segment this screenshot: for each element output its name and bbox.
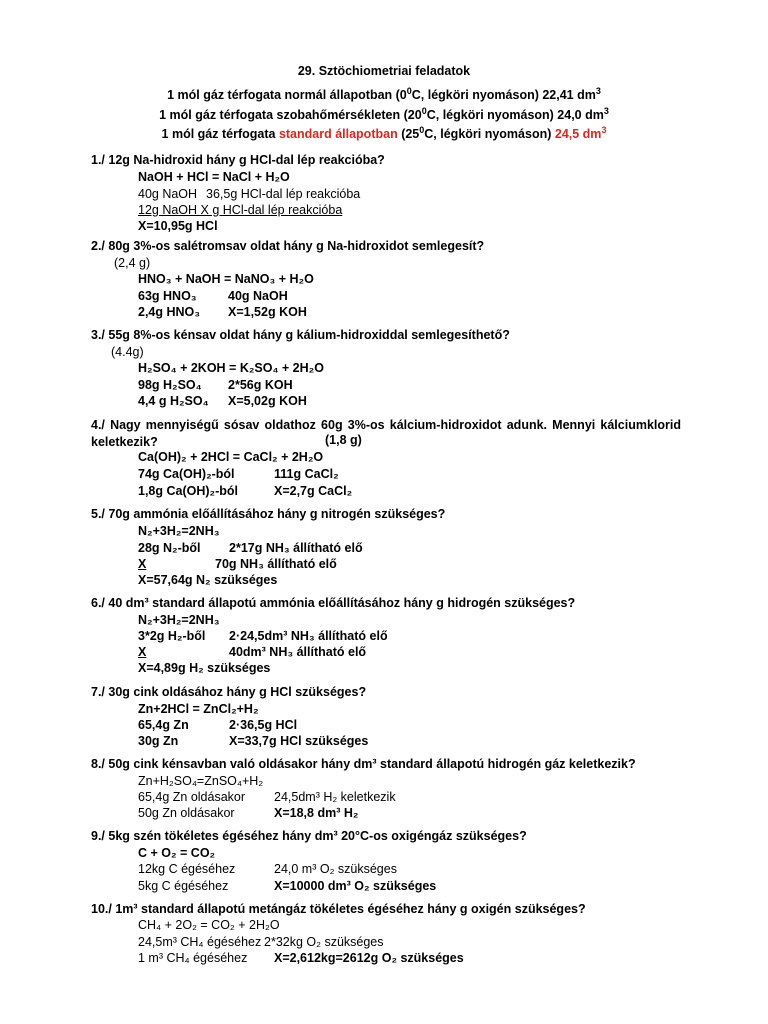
problem-6-ratio-2 — [138, 645, 390, 659]
problem-4-question: 4./ Nagy mennyiségű sósav oldathoz 60g 3%-os kálcium-hidroxidot adunk. Mennyi kálciumklorid keletkezik? — [91, 418, 681, 449]
problem-7-result: X=33,7g HCl szükséges — [229, 734, 369, 748]
problem-9-ratio-right: 24,0 m³ O₂ szükséges — [274, 862, 397, 876]
problem-5-equation: N₂+3H₂=2NH₃ — [138, 524, 220, 538]
problem-2-ratio-right: 40g NaOH — [228, 289, 288, 303]
problem-1-question: 1./ 12g Na-hidroxid hány g HCl-dal lép reakcióba? — [91, 153, 385, 167]
header-line-normal — [0, 88, 768, 102]
superscript: 3 — [603, 106, 609, 116]
problem-6-question: 6./ 40 dm³ standard állapotú ammónia előállításához hány g hidrogén szükséges? — [91, 596, 576, 610]
superscript: 0 — [419, 125, 425, 135]
superscript: 3 — [595, 86, 601, 96]
problem-8-result: X=18,8 dm³ H₂ — [274, 806, 359, 820]
line-text: 1 mól gáz térfogata normál állapotban (0 — [167, 88, 407, 102]
problem-8-ratio-2-left: 50g Zn oldásakor — [138, 806, 235, 820]
problem-10-result: X=2,612kg=2612g O₂ szükséges — [274, 951, 464, 965]
problem-8-ratio-left: 65,4g Zn oldásakor — [138, 790, 246, 804]
problem-4-ratio-right: 111g CaCl₂ — [274, 467, 339, 481]
problem-8-ratio-right: 24,5dm³ H₂ keletkezik — [274, 790, 396, 804]
problem-9-result: X=10000 dm³ O₂ szükséges — [274, 879, 437, 893]
problem-1-ratio-left: 40g NaOH — [138, 187, 198, 201]
problem-2-question: 2./ 80g 3%-os salétromsav oldat hány g Na-hidroxidot semlegesít? — [91, 239, 485, 253]
line-text: (25 — [397, 127, 420, 141]
highlight-value — [555, 127, 607, 141]
problem-3-ratio-2-left: 4,4 g H₂SO₄ — [138, 394, 209, 408]
problem-10-ratio-2-left: 1 m³ CH₄ égéséhez — [138, 951, 248, 965]
problem-7-ratio-2-left: 30g Zn — [138, 734, 179, 748]
line-text: 1 mól gáz térfogata szobahőmérsékleten (20 — [159, 108, 422, 122]
page-title: 29. Sztöchiometriai feladatok — [297, 64, 471, 78]
problem-9-ratio-2-left: 5kg C égéséhez — [138, 879, 229, 893]
ratio-value: 40dm³ NH₃ állítható elő — [229, 645, 367, 659]
problem-10-ratio-left: 24,5m³ CH₄ égéséhez — [138, 935, 262, 949]
problem-9-ratio-left: 12kg C égéséhez — [138, 862, 236, 876]
problem-9-equation: C + O₂ = CO₂ — [138, 846, 216, 860]
problem-6-ratio-right: 2·24,5dm³ NH₃ állítható elő — [229, 629, 388, 643]
problem-3-ratio-left: 98g H₂SO₄ — [138, 378, 202, 392]
problem-5-question: 5./ 70g ammónia előállításához hány g nitrogén szükséges? — [91, 507, 446, 521]
problem-2-ratio-left: 63g HNO₃ — [138, 289, 197, 303]
problem-7-ratio-left: 65,4g Zn — [138, 718, 189, 732]
problem-3-ratio-right: 2*56g KOH — [228, 378, 293, 392]
problem-4-result: X=2,7g CaCl₂ — [274, 484, 353, 498]
problem-5-ratio-right: 2*17g NH₃ állítható elő — [229, 541, 363, 555]
problem-2-result: X=1,52g KOH — [228, 305, 307, 319]
highlight-text: standard állapotban — [278, 127, 398, 141]
problem-5-result: X=57,64g N₂ szükséges — [138, 573, 278, 587]
superscript: 0 — [406, 86, 412, 96]
line-text: C, légköri nyomáson) 22,41 dm — [411, 88, 596, 102]
problem-4-equation: Ca(OH)₂ + 2HCl = CaCl₂ + 2H₂O — [138, 450, 324, 464]
problem-2-ratio-2-left: 2,4g HNO₃ — [138, 305, 201, 319]
problem-10-equation: CH₄ + 2O₂ = CO₂ + 2H₂O — [138, 918, 280, 932]
highlight-text: 24,5 dm — [554, 127, 602, 141]
problem-3-answer: (4.4g) — [111, 345, 144, 359]
line-text: 1 mól gáz térfogata — [161, 127, 279, 141]
problem-1-equation: NaOH + HCl = NaCl + H₂O — [138, 170, 290, 184]
header-line-standard — [0, 127, 768, 141]
problem-8-equation: Zn+H₂SO₄=ZnSO₄+H₂ — [138, 774, 264, 788]
header-line-room-temp — [0, 108, 768, 122]
problem-5-ratio-2 — [138, 557, 350, 571]
unknown-x: X — [138, 645, 147, 659]
line-text: C, légköri nyomáson) — [424, 127, 555, 141]
problem-9-question: 9./ 5kg szén tökéletes égéséhez hány dm³ 20°C-os oxigéngáz szükséges? — [91, 829, 527, 843]
problem-4-ratio-left: 74g Ca(OH)₂-ból — [138, 467, 235, 481]
problem-2-answer: (2,4 g) — [114, 256, 151, 270]
problem-1-ratio-2: 12g NaOH X g HCl-dal lép reakcióba — [138, 203, 343, 217]
problem-7-question: 7./ 30g cink oldásához hány g HCl szükséges? — [91, 685, 367, 699]
problem-4-ratio-2-left: 1,8g Ca(OH)₂-ból — [138, 484, 238, 498]
problem-3-equation: H₂SO₄ + 2KOH = K₂SO₄ + 2H₂O — [138, 361, 324, 375]
problem-10-question: 10./ 1m³ standard állapotú metángáz tökéletes égéséhez hány g oxigén szükséges? — [91, 902, 586, 916]
problem-2-equation: HNO₃ + NaOH = NaNO₃ + H₂O — [138, 272, 314, 286]
problem-6-equation: N₂+3H₂=2NH₃ — [138, 613, 220, 627]
problem-7-ratio-right: 2·36,5g HCl — [229, 718, 298, 732]
problem-3-question: 3./ 55g 8%-os kénsav oldat hány g kálium-hidroxiddal semlegesíthető? — [91, 328, 510, 342]
superscript: 3 — [601, 125, 607, 135]
problem-4-answer: (1,8 g) — [325, 433, 362, 447]
problem-1-ratio-right: 36,5g HCl-dal lép reakcióba — [206, 187, 361, 201]
problem-6-result: X=4,89g H₂ szükséges — [138, 661, 271, 675]
line-text: C, légköri nyomáson) 24,0 dm — [426, 108, 604, 122]
unknown-x: X — [138, 557, 147, 571]
problem-10-ratio-right: 2*32kg O₂ szükséges — [264, 935, 384, 949]
problem-1-result: X=10,95g HCl — [138, 219, 218, 233]
superscript: 0 — [421, 106, 427, 116]
problem-3-result: X=5,02g KOH — [228, 394, 307, 408]
problem-8-question: 8./ 50g cink kénsavban való oldásakor hány dm³ standard állapotú hidrogén gáz keletkezik? — [91, 757, 636, 771]
problem-6-ratio-left: 3*2g H₂-ből — [138, 629, 206, 643]
problem-7-equation: Zn+2HCl = ZnCl₂+H₂ — [138, 702, 259, 716]
ratio-value: 70g NH₃ állítható elő — [215, 557, 337, 571]
problem-5-ratio-left: 28g N₂-ből — [138, 541, 201, 555]
